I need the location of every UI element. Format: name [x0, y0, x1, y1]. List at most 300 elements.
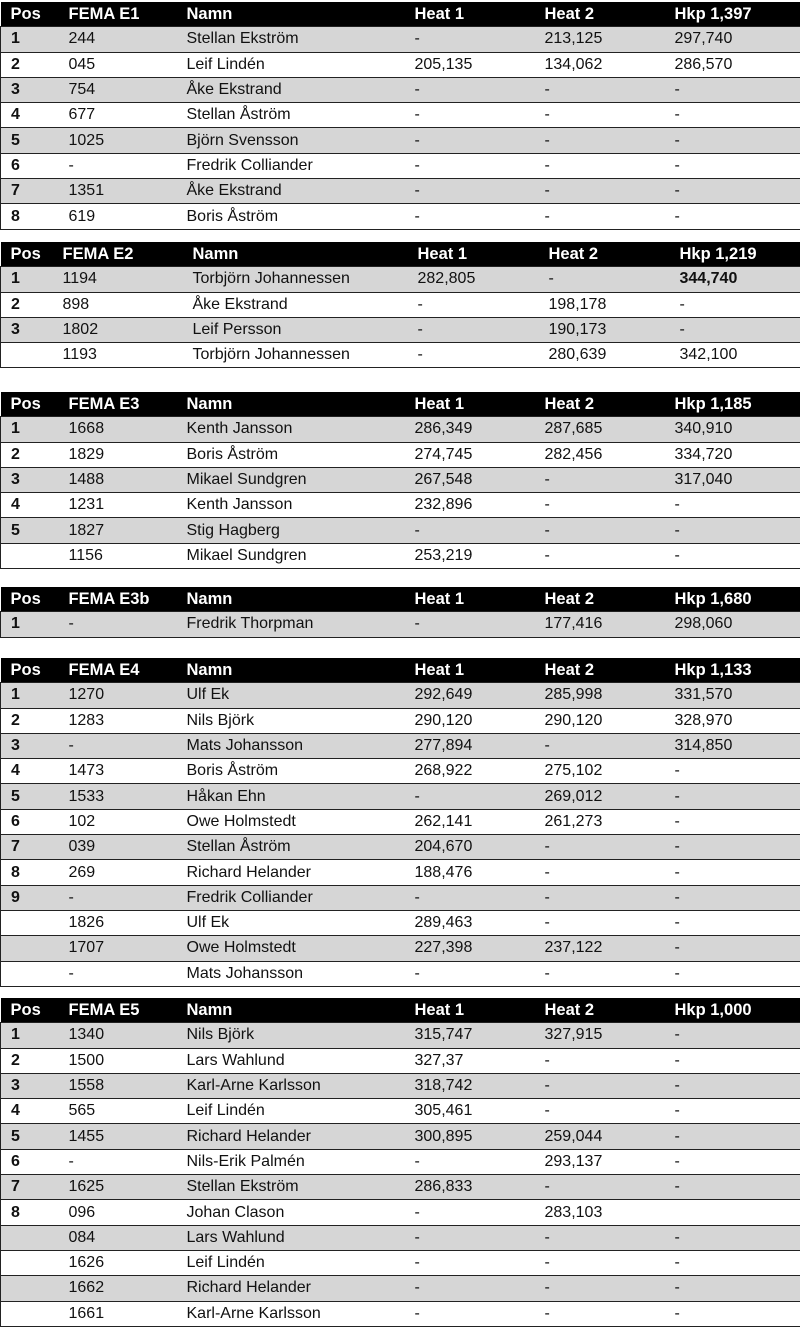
table-cell: 342,100: [670, 343, 800, 368]
table-cell: Fredrik Colliander: [177, 153, 405, 178]
table-cell: 3: [1, 1073, 59, 1098]
table-row: [1, 442, 800, 467]
table-cell: -: [535, 103, 665, 128]
table-cell: 269: [59, 860, 177, 885]
table-cell: [1, 1276, 59, 1301]
table-row: [1, 936, 800, 961]
table-cell: 298,060: [665, 612, 800, 637]
table-cell: -: [665, 936, 800, 961]
table-cell: 286,833: [405, 1175, 535, 1200]
table-cell: -: [535, 910, 665, 935]
results-table: [0, 998, 800, 1327]
table-cell: 1025: [59, 128, 177, 153]
column-header: Heat 1: [405, 587, 535, 612]
column-header: Pos: [1, 392, 59, 417]
column-header: Heat 1: [405, 658, 535, 683]
table-cell: -: [535, 885, 665, 910]
table-row: [1, 860, 800, 885]
results-table: [0, 392, 800, 569]
table-row: [1, 343, 800, 368]
table-cell: 5: [1, 1124, 59, 1149]
table-cell: [1, 1225, 59, 1250]
table-cell: -: [535, 733, 665, 758]
table-cell: -: [408, 317, 539, 342]
table-cell: 677: [59, 103, 177, 128]
table-cell: 898: [53, 292, 183, 317]
table-cell: -: [405, 518, 535, 543]
table-cell: -: [535, 128, 665, 153]
table-cell: Karl-Arne Karlsson: [177, 1073, 405, 1098]
table-cell: 297,740: [665, 27, 800, 52]
table-cell: 2: [1, 1048, 59, 1073]
table-cell: -: [665, 179, 800, 204]
table-cell: 213,125: [535, 27, 665, 52]
table-cell: -: [665, 759, 800, 784]
table-cell: -: [665, 910, 800, 935]
table-cell: Torbjörn Johannessen: [183, 267, 408, 292]
table-row: [1, 467, 800, 492]
table-cell: Mats Johansson: [177, 733, 405, 758]
table-header-row: [1, 242, 800, 267]
column-header: FEMA E3: [59, 392, 177, 417]
table-cell: -: [535, 179, 665, 204]
table-cell: 4: [1, 493, 59, 518]
table-cell: Stellan Ekström: [177, 1175, 405, 1200]
table-cell: 287,685: [535, 417, 665, 442]
table-cell: 1455: [59, 1124, 177, 1149]
table-row: [1, 885, 800, 910]
table-cell: -: [405, 179, 535, 204]
table-cell: -: [405, 204, 535, 229]
table-cell: -: [405, 103, 535, 128]
table-cell: 327,37: [405, 1048, 535, 1073]
column-header: Heat 1: [405, 392, 535, 417]
table-cell: 5: [1, 128, 59, 153]
table-cell: Mikael Sundgren: [177, 467, 405, 492]
table-cell: -: [59, 733, 177, 758]
table-cell: 261,273: [535, 809, 665, 834]
column-header: FEMA E1: [59, 2, 177, 27]
table-cell: -: [665, 1225, 800, 1250]
table-cell: [1, 1250, 59, 1275]
table-row: [1, 317, 800, 342]
table-row: [1, 543, 800, 568]
table-cell: 6: [1, 809, 59, 834]
table-cell: 232,896: [405, 493, 535, 518]
table-cell: Ulf Ek: [177, 683, 405, 708]
table-cell: Leif Persson: [183, 317, 408, 342]
table-row: [1, 1023, 800, 1048]
table-cell: -: [405, 885, 535, 910]
table-cell: 285,998: [535, 683, 665, 708]
table-cell: Stellan Ekström: [177, 27, 405, 52]
table-cell: 045: [59, 52, 177, 77]
table-cell: -: [59, 612, 177, 637]
table-cell: -: [665, 1073, 800, 1098]
table-cell: 1558: [59, 1073, 177, 1098]
column-header: Pos: [1, 587, 59, 612]
table-cell: Ulf Ek: [177, 910, 405, 935]
table-cell: 1802: [53, 317, 183, 342]
table-cell: 314,850: [665, 733, 800, 758]
table-cell: 7: [1, 835, 59, 860]
table-cell: -: [535, 77, 665, 102]
table-cell: 2: [1, 442, 59, 467]
column-header: Pos: [1, 998, 59, 1023]
table-cell: 6: [1, 1149, 59, 1174]
table-cell: -: [670, 317, 800, 342]
table-cell: 2: [1, 52, 59, 77]
table-cell: 237,122: [535, 936, 665, 961]
table-cell: 096: [59, 1200, 177, 1225]
table-cell: Kenth Jansson: [177, 493, 405, 518]
table-row: [1, 518, 800, 543]
column-header: Namn: [177, 392, 405, 417]
column-header: Hkp 1,185: [665, 392, 800, 417]
table-cell: -: [408, 292, 539, 317]
table-cell: 290,120: [405, 708, 535, 733]
table-cell: -: [665, 1048, 800, 1073]
table-cell: -: [405, 153, 535, 178]
table-cell: [1, 543, 59, 568]
table-cell: -: [405, 961, 535, 986]
table-row: [1, 493, 800, 518]
table-cell: 7: [1, 1175, 59, 1200]
table-cell: -: [665, 1276, 800, 1301]
table-cell: 1351: [59, 179, 177, 204]
table-cell: 1: [1, 1023, 59, 1048]
table-cell: [1, 1301, 59, 1326]
column-header: Hkp 1,000: [665, 998, 800, 1023]
table-cell: 274,745: [405, 442, 535, 467]
table-cell: 315,747: [405, 1023, 535, 1048]
table-cell: -: [535, 493, 665, 518]
table-cell: Leif Lindén: [177, 52, 405, 77]
table-cell: -: [665, 1175, 800, 1200]
table-cell: 1827: [59, 518, 177, 543]
table-cell: 300,895: [405, 1124, 535, 1149]
column-header: FEMA E4: [59, 658, 177, 683]
table-cell: 177,416: [535, 612, 665, 637]
table-cell: 6: [1, 153, 59, 178]
table-cell: -: [59, 885, 177, 910]
table-row: [1, 1124, 800, 1149]
table-cell: -: [405, 1276, 535, 1301]
table-cell: 317,040: [665, 467, 800, 492]
table-cell: -: [535, 1301, 665, 1326]
table-cell: 5: [1, 518, 59, 543]
table-cell: -: [59, 153, 177, 178]
table-cell: 305,461: [405, 1099, 535, 1124]
table-cell: 327,915: [535, 1023, 665, 1048]
table-cell: -: [535, 1175, 665, 1200]
table-cell: 1707: [59, 936, 177, 961]
column-header: FEMA E3b: [59, 587, 177, 612]
table-cell: 1194: [53, 267, 183, 292]
table-cell: 340,910: [665, 417, 800, 442]
table-cell: 244: [59, 27, 177, 52]
table-cell: Stig Hagberg: [177, 518, 405, 543]
table-cell: -: [405, 128, 535, 153]
table-cell: Stellan Åström: [177, 835, 405, 860]
column-header: Pos: [1, 658, 59, 683]
table-cell: 268,922: [405, 759, 535, 784]
table-cell: -: [665, 103, 800, 128]
table-row: [1, 128, 800, 153]
table-cell: 1270: [59, 683, 177, 708]
column-header: Namn: [177, 658, 405, 683]
table-cell: -: [665, 493, 800, 518]
table-cell: Åke Ekstrand: [183, 292, 408, 317]
results-table: [0, 2, 800, 230]
table-cell: 1533: [59, 784, 177, 809]
column-header: Pos: [1, 242, 53, 267]
table-cell: [1, 961, 59, 986]
table-cell: 8: [1, 204, 59, 229]
table-cell: 293,137: [535, 1149, 665, 1174]
table-cell: 1: [1, 683, 59, 708]
table-cell: 259,044: [535, 1124, 665, 1149]
table-cell: -: [665, 1099, 800, 1124]
table-cell: 619: [59, 204, 177, 229]
table-cell: 282,456: [535, 442, 665, 467]
table-cell: 188,476: [405, 860, 535, 885]
column-header: Heat 2: [535, 587, 665, 612]
table-row: [1, 1200, 800, 1225]
table-cell: -: [665, 77, 800, 102]
table-cell: 1500: [59, 1048, 177, 1073]
table-cell: [665, 1200, 800, 1225]
table-cell: 4: [1, 103, 59, 128]
column-header: Hkp 1,133: [665, 658, 800, 683]
table-cell: 286,570: [665, 52, 800, 77]
table-cell: Richard Helander: [177, 1276, 405, 1301]
table-cell: Mikael Sundgren: [177, 543, 405, 568]
table-cell: Nils Björk: [177, 708, 405, 733]
table-cell: 267,548: [405, 467, 535, 492]
table-row: [1, 1276, 800, 1301]
table-cell: Owe Holmstedt: [177, 809, 405, 834]
table-cell: 1668: [59, 417, 177, 442]
table-cell: 1488: [59, 467, 177, 492]
column-header: Heat 2: [535, 2, 665, 27]
table-cell: -: [665, 204, 800, 229]
table-cell: 754: [59, 77, 177, 102]
table-cell: 3: [1, 317, 53, 342]
table-cell: 1283: [59, 708, 177, 733]
table-cell: 328,970: [665, 708, 800, 733]
table-row: [1, 733, 800, 758]
column-header: Heat 1: [408, 242, 539, 267]
table-row: [1, 1301, 800, 1326]
table-row: [1, 612, 800, 637]
table-row: [1, 809, 800, 834]
column-header: Pos: [1, 2, 59, 27]
table-row: [1, 204, 800, 229]
table-cell: -: [535, 153, 665, 178]
table-cell: 253,219: [405, 543, 535, 568]
table-header-row: [1, 392, 800, 417]
table-cell: -: [665, 961, 800, 986]
table-cell: 1156: [59, 543, 177, 568]
table-row: [1, 27, 800, 52]
table-cell: 290,120: [535, 708, 665, 733]
table-cell: Richard Helander: [177, 1124, 405, 1149]
table-cell: Åke Ekstrand: [177, 179, 405, 204]
table-row: [1, 910, 800, 935]
results-table: [0, 242, 800, 368]
table-cell: 269,012: [535, 784, 665, 809]
table-cell: 280,639: [539, 343, 670, 368]
table-cell: 334,720: [665, 442, 800, 467]
table-row: [1, 77, 800, 102]
table-cell: -: [539, 267, 670, 292]
table-cell: [1, 343, 53, 368]
column-header: Namn: [183, 242, 408, 267]
table-cell: 283,103: [535, 1200, 665, 1225]
table-row: [1, 1175, 800, 1200]
table-row: [1, 1225, 800, 1250]
table-cell: 1625: [59, 1175, 177, 1200]
column-header: Heat 1: [405, 998, 535, 1023]
table-cell: -: [665, 885, 800, 910]
table-cell: 344,740: [670, 267, 800, 292]
table-row: [1, 1149, 800, 1174]
column-header: Hkp 1,397: [665, 2, 800, 27]
table-cell: -: [535, 1099, 665, 1124]
table-cell: -: [405, 784, 535, 809]
table-cell: Boris Åström: [177, 204, 405, 229]
table-cell: Björn Svensson: [177, 128, 405, 153]
column-header: Hkp 1,219: [670, 242, 800, 267]
table-cell: [1, 936, 59, 961]
column-header: FEMA E2: [53, 242, 183, 267]
table-cell: Mats Johansson: [177, 961, 405, 986]
table-cell: 8: [1, 860, 59, 885]
table-cell: -: [665, 1301, 800, 1326]
table-cell: 2: [1, 708, 59, 733]
table-header-row: [1, 2, 800, 27]
table-cell: 331,570: [665, 683, 800, 708]
table-cell: 4: [1, 759, 59, 784]
table-row: [1, 153, 800, 178]
table-cell: 318,742: [405, 1073, 535, 1098]
table-cell: -: [535, 961, 665, 986]
table-cell: -: [535, 1073, 665, 1098]
table-cell: 1340: [59, 1023, 177, 1048]
table-cell: 039: [59, 835, 177, 860]
table-cell: 9: [1, 885, 59, 910]
table-row: [1, 835, 800, 860]
table-cell: -: [665, 518, 800, 543]
table-cell: -: [405, 1250, 535, 1275]
table-cell: -: [405, 77, 535, 102]
table-header-row: [1, 998, 800, 1023]
table-cell: -: [535, 1276, 665, 1301]
table-cell: 134,062: [535, 52, 665, 77]
table-row: [1, 103, 800, 128]
column-header: Heat 2: [535, 658, 665, 683]
table-cell: 7: [1, 179, 59, 204]
table-cell: 1: [1, 27, 59, 52]
column-header: Namn: [177, 998, 405, 1023]
table-cell: 204,670: [405, 835, 535, 860]
table-cell: -: [665, 860, 800, 885]
table-cell: [1, 910, 59, 935]
table-cell: -: [665, 1149, 800, 1174]
table-row: [1, 708, 800, 733]
table-row: [1, 1099, 800, 1124]
table-cell: Lars Wahlund: [177, 1225, 405, 1250]
column-header: Heat 1: [405, 2, 535, 27]
table-cell: 282,805: [408, 267, 539, 292]
table-cell: -: [405, 1149, 535, 1174]
table-cell: -: [535, 1225, 665, 1250]
table-cell: Boris Åström: [177, 759, 405, 784]
table-cell: -: [408, 343, 539, 368]
table-cell: 102: [59, 809, 177, 834]
table-cell: -: [535, 518, 665, 543]
table-cell: -: [665, 784, 800, 809]
table-cell: 275,102: [535, 759, 665, 784]
table-cell: 084: [59, 1225, 177, 1250]
table-cell: 1826: [59, 910, 177, 935]
column-header: Namn: [177, 587, 405, 612]
table-cell: -: [535, 835, 665, 860]
table-row: [1, 1250, 800, 1275]
column-header: FEMA E5: [59, 998, 177, 1023]
table-cell: -: [535, 1250, 665, 1275]
table-cell: -: [665, 153, 800, 178]
table-cell: -: [405, 27, 535, 52]
table-cell: -: [59, 1149, 177, 1174]
table-row: [1, 759, 800, 784]
table-cell: 1626: [59, 1250, 177, 1275]
table-cell: Richard Helander: [177, 860, 405, 885]
table-cell: -: [665, 809, 800, 834]
table-cell: 1473: [59, 759, 177, 784]
table-cell: 5: [1, 784, 59, 809]
table-cell: Fredrik Colliander: [177, 885, 405, 910]
table-cell: -: [665, 1124, 800, 1149]
table-cell: 205,135: [405, 52, 535, 77]
table-cell: -: [535, 1048, 665, 1073]
table-cell: Boris Åström: [177, 442, 405, 467]
table-cell: 2: [1, 292, 53, 317]
table-cell: 1662: [59, 1276, 177, 1301]
table-row: [1, 1048, 800, 1073]
table-row: [1, 1073, 800, 1098]
table-cell: 565: [59, 1099, 177, 1124]
table-cell: -: [405, 612, 535, 637]
table-cell: Karl-Arne Karlsson: [177, 1301, 405, 1326]
table-cell: Stellan Åström: [177, 103, 405, 128]
table-cell: -: [405, 1301, 535, 1326]
table-row: [1, 784, 800, 809]
table-cell: 190,173: [539, 317, 670, 342]
table-cell: 227,398: [405, 936, 535, 961]
table-cell: -: [535, 467, 665, 492]
table-cell: Fredrik Thorpman: [177, 612, 405, 637]
table-header-row: [1, 658, 800, 683]
table-cell: Håkan Ehn: [177, 784, 405, 809]
table-cell: 286,349: [405, 417, 535, 442]
table-row: [1, 52, 800, 77]
table-cell: 1: [1, 612, 59, 637]
table-cell: -: [405, 1200, 535, 1225]
table-cell: Leif Lindén: [177, 1099, 405, 1124]
table-cell: 198,178: [539, 292, 670, 317]
